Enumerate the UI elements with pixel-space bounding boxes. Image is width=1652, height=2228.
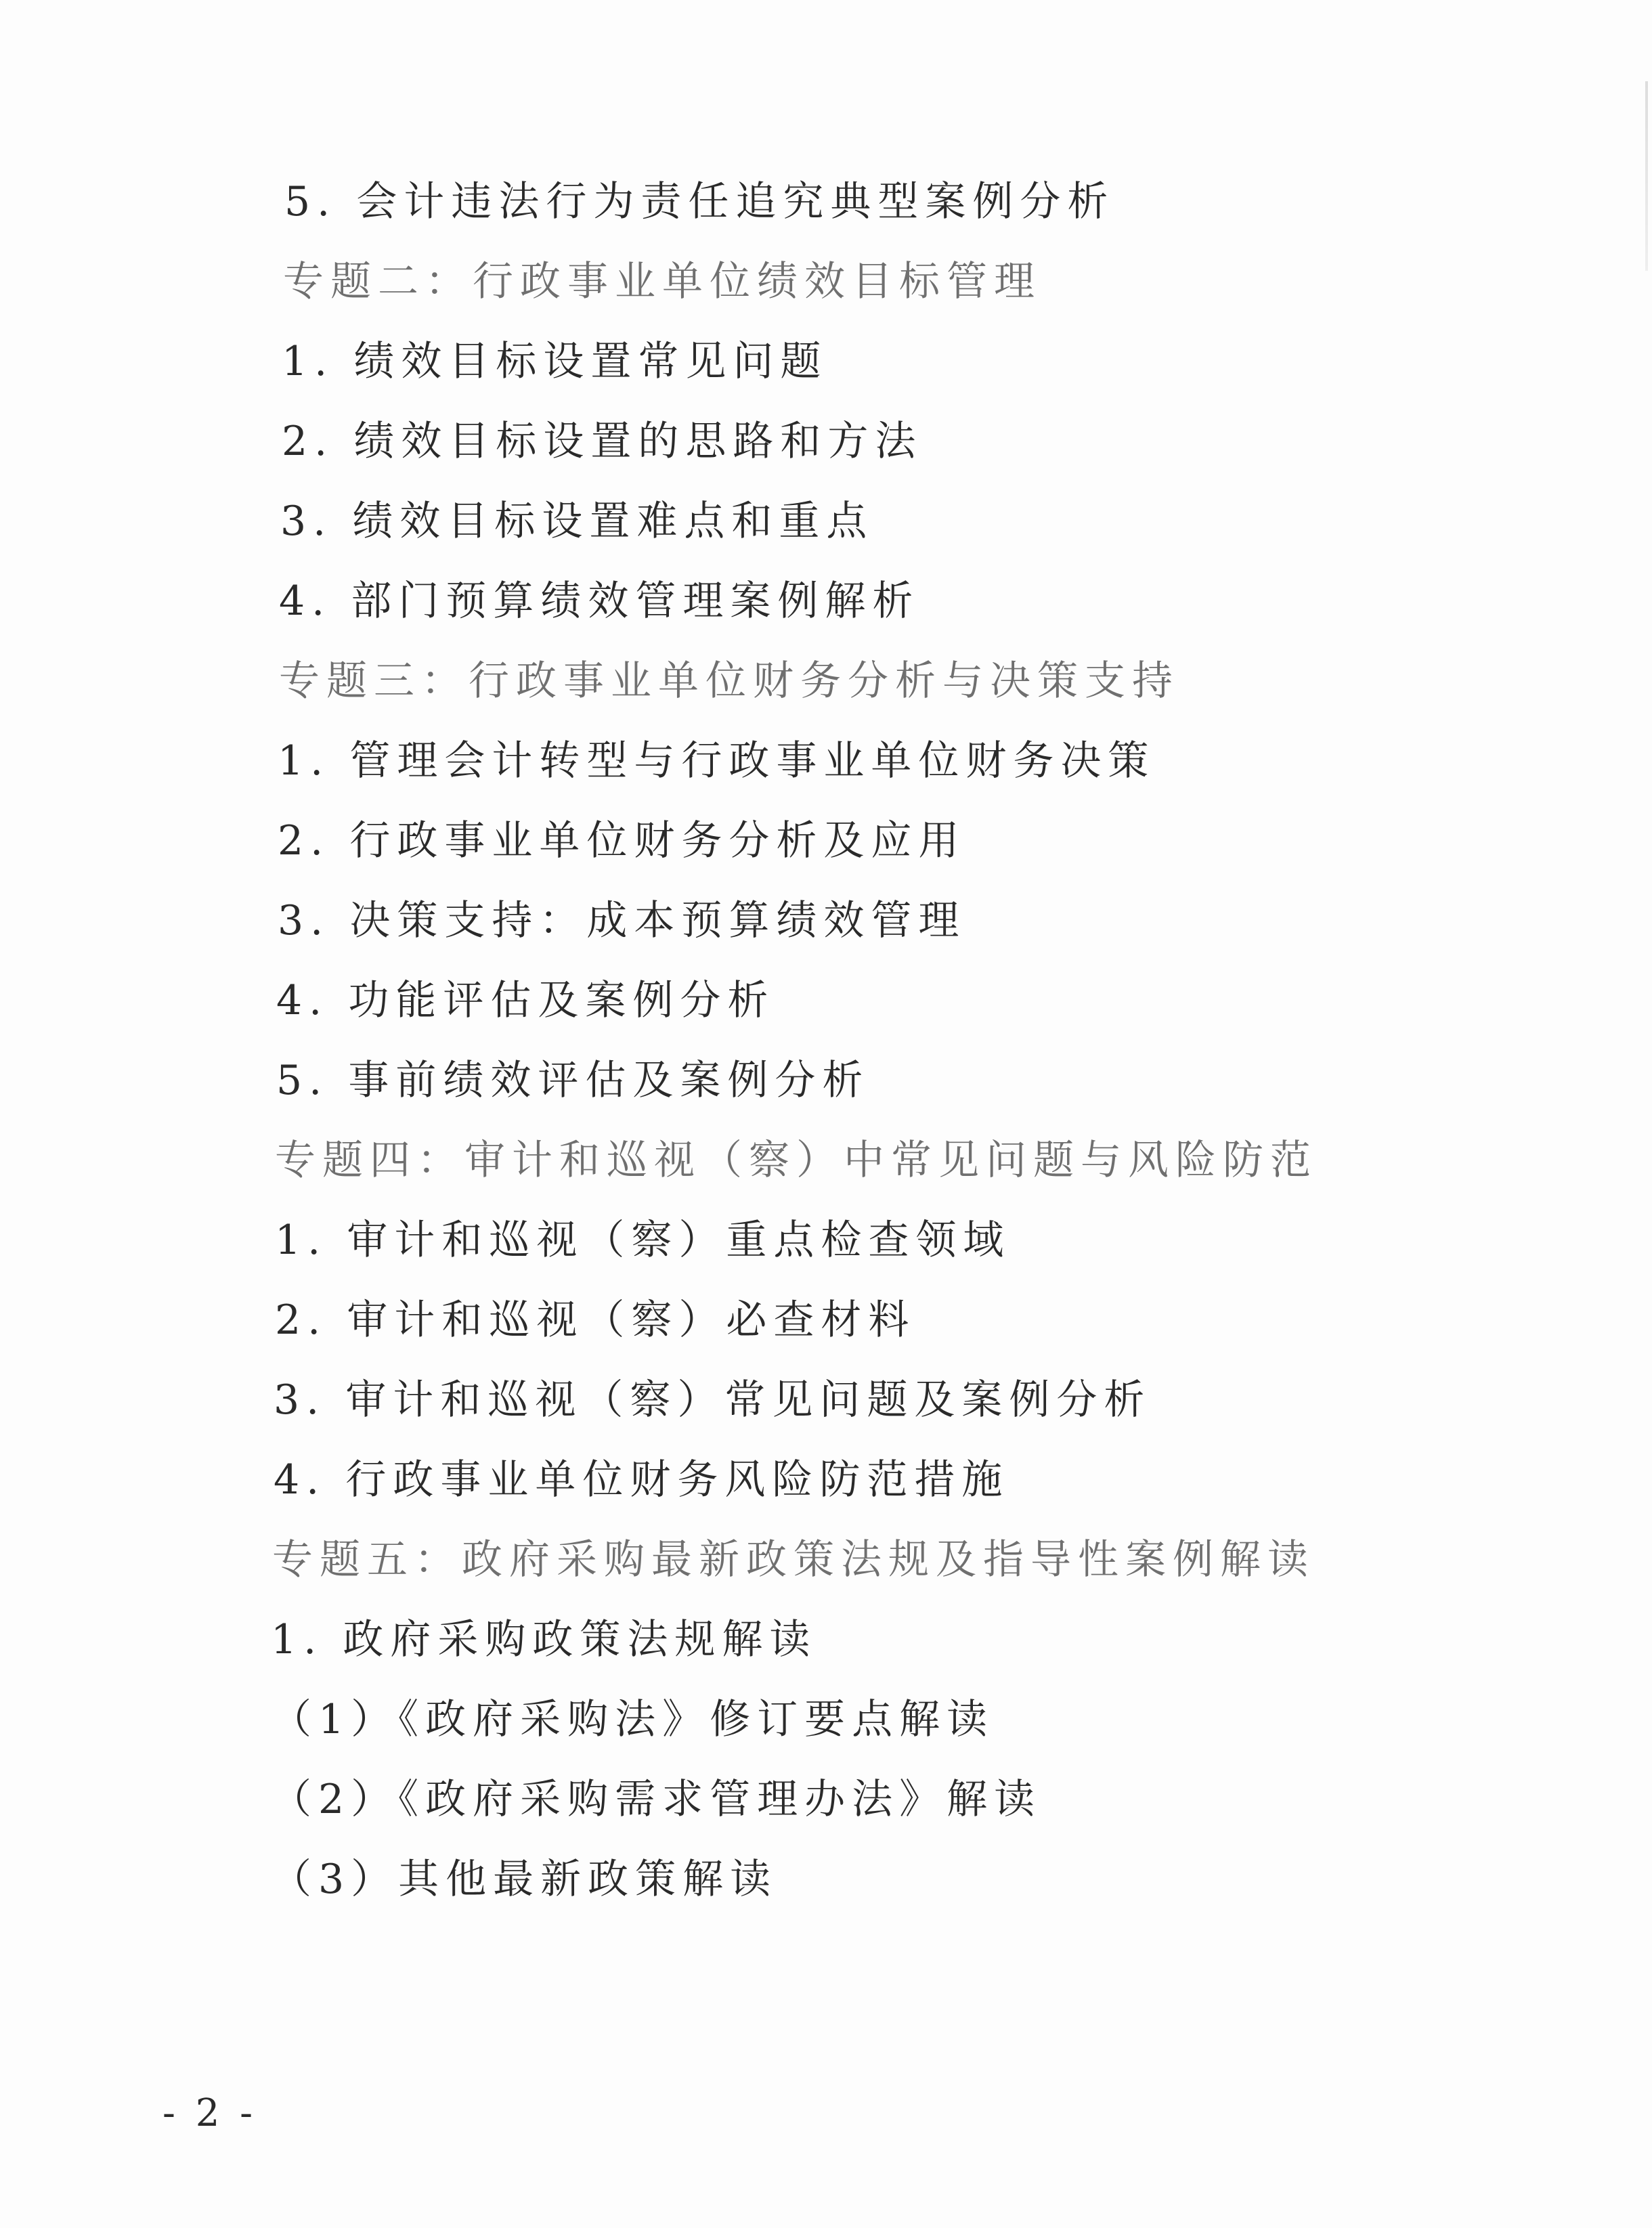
item-line: 4. 功能评估及案例分析 [276, 977, 775, 1024]
section-heading: 专题三：行政事业单位财务分析与决策支持 [279, 657, 1179, 705]
item-line: 3. 绩效目标设置难点和重点 [280, 498, 874, 545]
sub-item-line: （1）《政府采购法》修订要点解读 [271, 1696, 995, 1743]
item-line: 5. 会计违法行为责任追究典型案例分析 [284, 178, 1115, 225]
item-line: 1. 绩效目标设置常见问题 [282, 338, 828, 385]
item-line: 1. 管理会计转型与行政事业单位财务决策 [278, 737, 1156, 785]
item-line: 2. 审计和巡视（察）必查材料 [275, 1296, 916, 1344]
scan-edge-mark [1645, 81, 1648, 271]
section-heading: 专题五：政府采购最新政策法规及指导性案例解读 [272, 1536, 1315, 1583]
sub-item-line: （3）其他最新政策解读 [271, 1856, 778, 1903]
item-line: 1. 政府采购政策法规解读 [271, 1616, 817, 1663]
page-number: - 2 - [162, 2091, 257, 2135]
section-heading: 专题四：审计和巡视（察）中常见问题与风险防范 [275, 1137, 1318, 1184]
sub-item-line: （2）《政府采购需求管理办法》解读 [271, 1776, 1042, 1823]
item-line: 4. 行政事业单位财务风险防范措施 [274, 1456, 1009, 1504]
item-line: 3. 决策支持：成本预算绩效管理 [278, 897, 966, 944]
item-line: 3. 审计和巡视（察）常见问题及案例分析 [274, 1376, 1152, 1424]
item-line: 5. 事前绩效评估及案例分析 [276, 1057, 870, 1104]
item-line: 1. 审计和巡视（察）重点检查领域 [275, 1217, 1011, 1264]
item-line: 4. 部门预算绩效管理案例解析 [279, 577, 920, 625]
item-line: 2. 行政事业单位财务分析及应用 [278, 817, 966, 865]
section-heading: 专题二：行政事业单位绩效目标管理 [283, 258, 1041, 305]
item-line: 2. 绩效目标设置的思路和方法 [282, 418, 923, 465]
